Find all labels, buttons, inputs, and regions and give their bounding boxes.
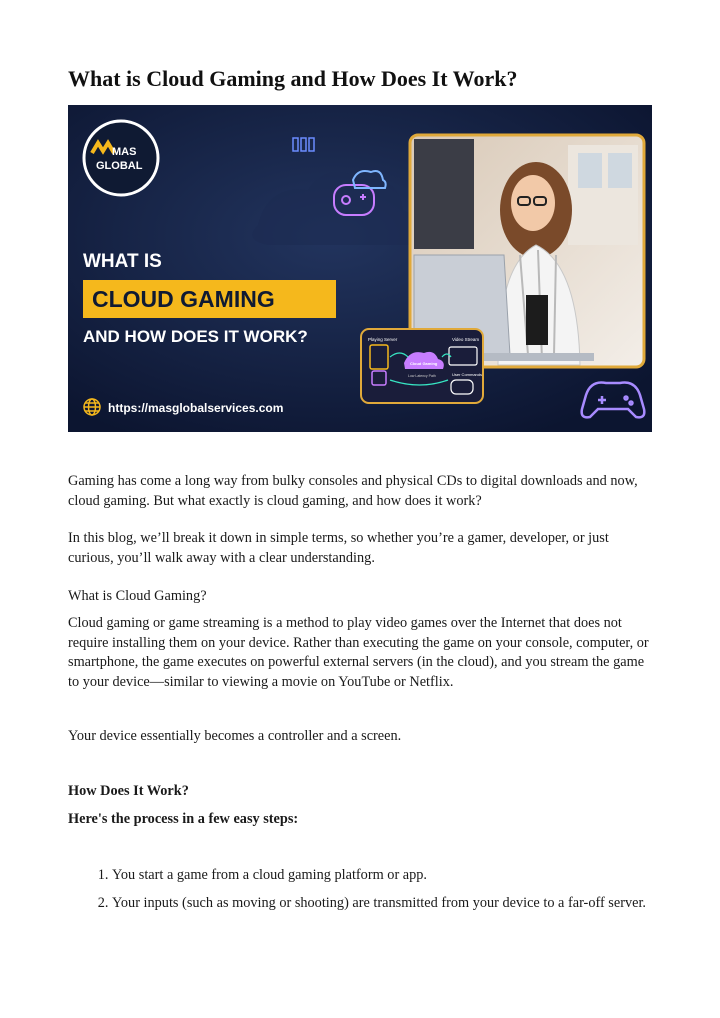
banner-headline-highlight: CLOUD GAMING — [92, 286, 275, 312]
section-heading-how-it-works: How Does It Work? — [68, 783, 189, 799]
section-heading-what-is: What is Cloud Gaming? — [68, 588, 207, 604]
steps-list — [68, 866, 652, 913]
section-body-what-is: Cloud gaming or game streaming is a method to play video games over the Internet that does not require installing them on your device. Rather than executing the game on your console, computer, or smartphone, the game executes on powerful external servers (in the cloud), and you stream the game to your device—similar to viewing a movie on YouTube or Netflix. — [68, 615, 649, 690]
hero-banner-image — [68, 105, 652, 432]
intro-paragraph-1: Gaming has come a long way from bulky consoles and physical CDs to digital downloads and now, cloud gaming. But what exactly is cloud gaming, and how does it work? — [68, 473, 638, 509]
list-item: 1. You start a game from a cloud gaming platform or app. — [112, 866, 652, 886]
cloud-gaming-diagram — [361, 329, 483, 403]
banner-url: https://masglobalservices.com — [108, 401, 284, 415]
steps-intro: Here's the process in a few easy steps: — [68, 811, 299, 827]
diagram-label-stream: Video Stream — [452, 337, 480, 342]
article-title: What is Cloud Gaming and How Does It Work? — [68, 66, 518, 91]
mas-global-logo — [84, 121, 158, 195]
diagram-label-server: Playing Server — [368, 337, 398, 342]
device-note-paragraph: Your device essentially becomes a controller and a screen. — [68, 728, 402, 744]
banner-headline-bottom: AND HOW DOES IT WORK? — [83, 327, 308, 346]
intro-paragraph-2: In this blog, we’ll break it down in simple terms, so whether you’re a gamer, developer, or just curious, you’ll walk away with a clear understanding. — [68, 530, 609, 566]
diagram-label-path: Low Latency Path — [408, 374, 436, 378]
banner-headline-top: WHAT IS — [83, 251, 162, 272]
list-item: 2. Your inputs (such as moving or shooting) are transmitted from your device to a far-off server. — [112, 894, 652, 914]
diagram-label-cloud: Cloud Gaming — [410, 361, 438, 366]
logo-text-2: GLOBAL — [96, 160, 143, 172]
diagram-label-commands: User Commands — [452, 372, 483, 377]
logo-text-1: MAS — [112, 146, 137, 158]
